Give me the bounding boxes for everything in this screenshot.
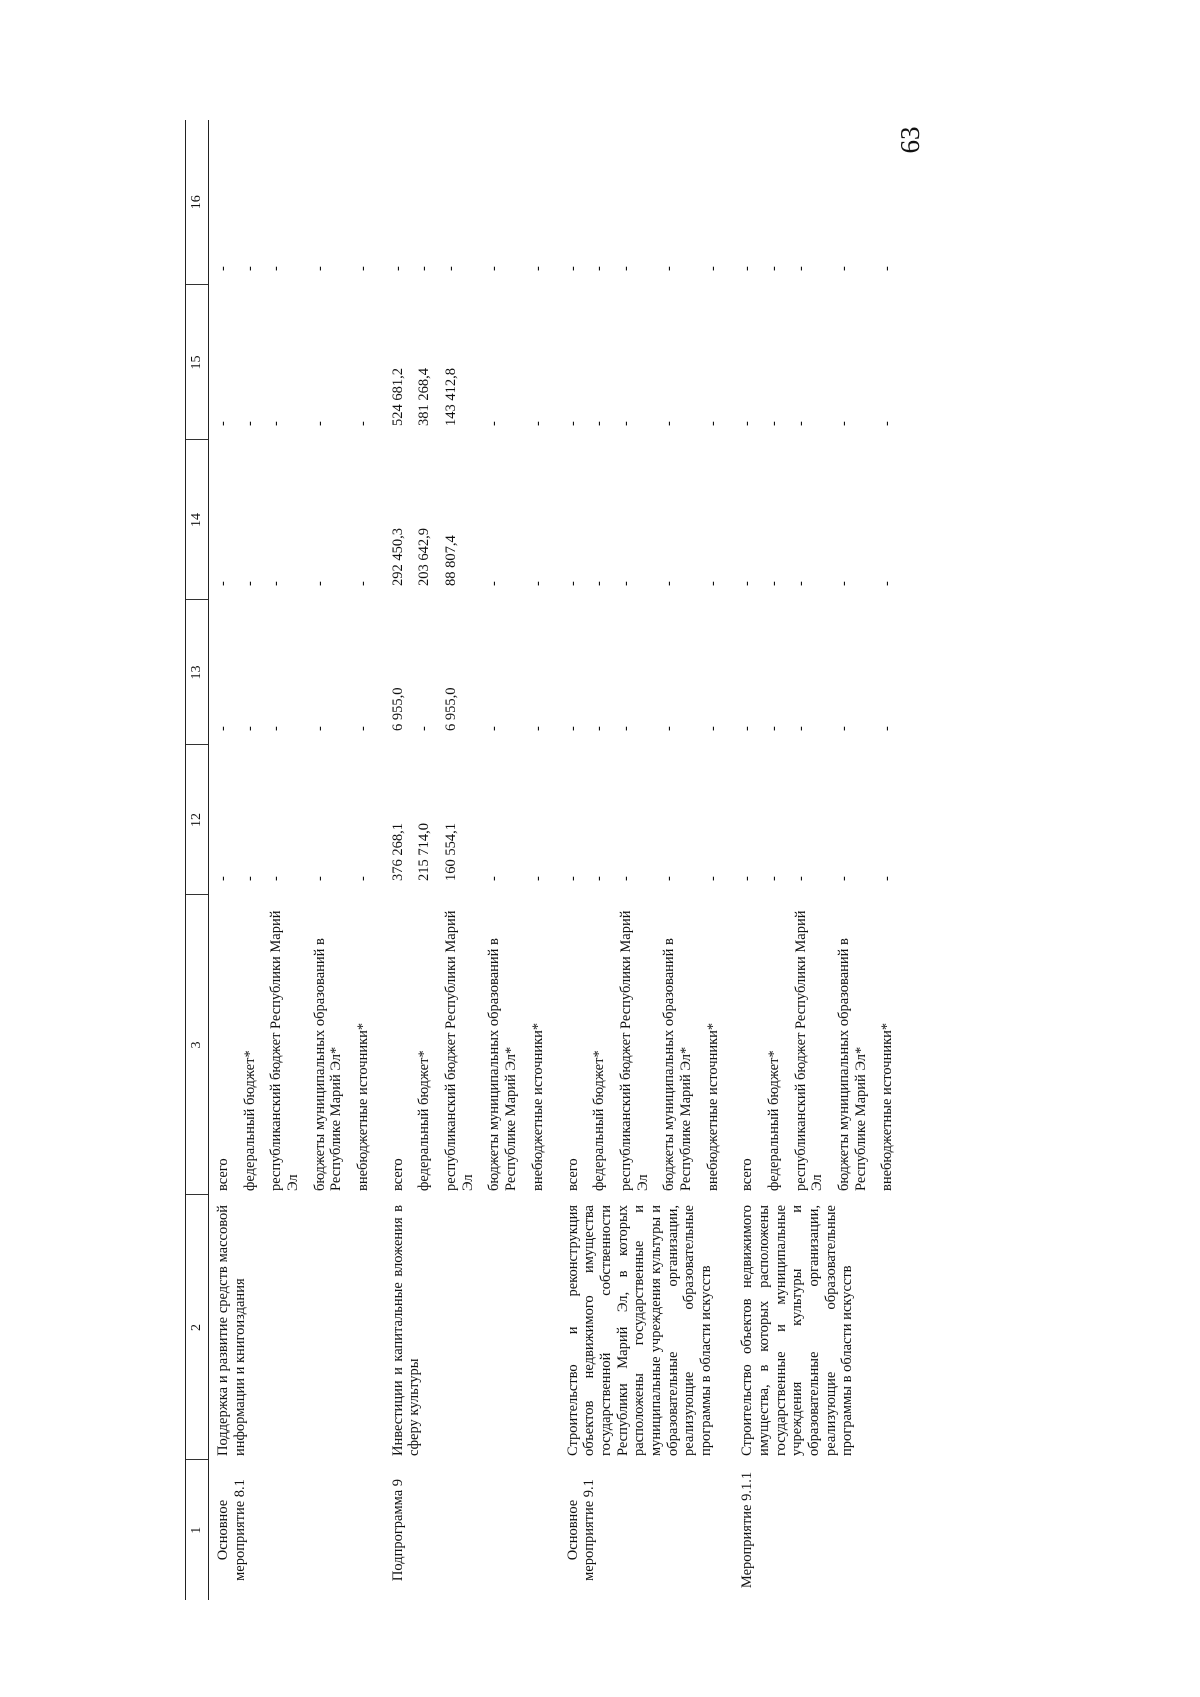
value-13: -	[564, 726, 581, 731]
value-14: -	[355, 581, 372, 586]
value-13: -	[591, 726, 608, 731]
value-16: -	[416, 266, 433, 271]
value-16: -	[792, 266, 809, 271]
funding-source: внебюджетные источники*	[704, 1022, 721, 1191]
value-15: -	[591, 421, 608, 426]
value-12: -	[215, 876, 232, 881]
value-12: 376 268,1	[389, 823, 406, 881]
value-13: -	[739, 726, 756, 731]
value-16: -	[765, 266, 782, 271]
item-code: Подпрограмма 9	[389, 1478, 406, 1582]
value-15: -	[879, 421, 896, 426]
value-13: -	[355, 726, 372, 731]
funding-source: бюджеты муниципальных образований в Республике Марий Эл*	[311, 938, 345, 1191]
value-16: -	[661, 266, 678, 271]
value-13: -	[311, 726, 328, 731]
value-16: -	[311, 266, 328, 271]
value-15: -	[792, 421, 809, 426]
value-13: 6 955,0	[389, 687, 406, 731]
value-12: -	[268, 876, 285, 881]
value-14: -	[241, 581, 258, 586]
value-12: -	[835, 876, 852, 881]
item-code: Мероприятие 9.1.1	[739, 1471, 756, 1589]
value-15: -	[215, 421, 232, 426]
value-13: -	[765, 726, 782, 731]
value-15: -	[268, 421, 285, 426]
value-13: -	[215, 726, 232, 731]
table-row	[209, 120, 232, 1600]
table-row	[547, 120, 582, 1600]
item-title: Строительство и реконструкция объектов недвижимого имущества государственной собственности Республики Марий Эл, в которых расположены государственные и муниципальные учреждения культуры и образовательные организации, реализующие образовательные программы в области искусств	[564, 1205, 714, 1456]
value-13: 6 955,0	[443, 687, 460, 731]
header-col-13: 13	[186, 600, 209, 745]
funding-source: внебюджетные источники*	[355, 1022, 372, 1191]
value-14: 88 807,4	[443, 535, 460, 586]
value-14: -	[564, 581, 581, 586]
funding-source: республиканский бюджет Республики Марий Эл	[792, 910, 826, 1191]
funding-source: внебюджетные источники*	[529, 1022, 546, 1191]
value-14: -	[879, 581, 896, 586]
value-16: -	[241, 266, 258, 271]
value-15: -	[739, 421, 756, 426]
header-col-16: 16	[186, 120, 209, 285]
value-13: -	[486, 726, 503, 731]
value-12: 160 554,1	[443, 823, 460, 881]
value-16: -	[564, 266, 581, 271]
funding-source: всего	[389, 1158, 406, 1191]
header-col-2: 2	[186, 1195, 209, 1460]
value-14: -	[215, 581, 232, 586]
value-14: -	[268, 581, 285, 586]
value-12: -	[355, 876, 372, 881]
value-14: -	[661, 581, 678, 586]
value-12: -	[591, 876, 608, 881]
value-14: -	[704, 581, 721, 586]
value-16: -	[591, 266, 608, 271]
header-col-12: 12	[186, 745, 209, 895]
funding-source: федеральный бюджет*	[765, 1050, 782, 1191]
value-15: -	[617, 421, 634, 426]
funding-source: бюджеты муниципальных образований в Республике Марий Эл*	[661, 938, 694, 1191]
value-13: -	[661, 726, 678, 731]
value-13: -	[416, 726, 433, 731]
table-body	[209, 120, 896, 1600]
table-header	[186, 120, 209, 1600]
value-15: 381 268,4	[416, 368, 433, 426]
funding-source: республиканский бюджет Республики Марий Эл	[617, 910, 651, 1191]
value-16: -	[704, 266, 721, 271]
value-13: -	[529, 726, 546, 731]
item-code: Основное мероприятие 9.1	[564, 1479, 598, 1581]
value-14: -	[765, 581, 782, 586]
value-12: -	[704, 876, 721, 881]
value-15: -	[311, 421, 328, 426]
funding-source: всего	[564, 1158, 581, 1191]
value-13: -	[835, 726, 852, 731]
table-row	[721, 120, 756, 1600]
header-col-1: 1	[186, 1460, 209, 1600]
value-16: -	[215, 266, 232, 271]
value-13: -	[617, 726, 634, 731]
value-15: -	[704, 421, 721, 426]
item-code: Основное мероприятие 8.1	[215, 1479, 248, 1581]
value-16: -	[835, 266, 852, 271]
value-15: -	[355, 421, 372, 426]
funding-source: всего	[739, 1158, 756, 1191]
value-14: -	[617, 581, 634, 586]
item-title: Поддержка и развитие средств массовой информации и книгоиздания	[215, 1205, 248, 1456]
funding-source: бюджеты муниципальных образований в Республике Марий Эл*	[835, 938, 869, 1191]
funding-source: федеральный бюджет*	[591, 1050, 608, 1191]
value-12: 215 714,0	[416, 823, 433, 881]
value-13: -	[268, 726, 285, 731]
funding-source: бюджеты муниципальных образований в Республике Марий Эл*	[486, 938, 520, 1191]
header-col-15: 15	[186, 285, 209, 440]
funding-source: всего	[215, 1158, 232, 1191]
value-13: -	[704, 726, 721, 731]
value-12: -	[879, 876, 896, 881]
value-15: 143 412,8	[443, 368, 460, 426]
value-16: -	[443, 266, 460, 271]
funding-source: республиканский бюджет Республики Марий Эл	[443, 910, 476, 1191]
value-14: -	[739, 581, 756, 586]
value-12: -	[765, 876, 782, 881]
value-14: -	[486, 581, 503, 586]
value-12: -	[529, 876, 546, 881]
funding-source: федеральный бюджет*	[416, 1050, 433, 1191]
value-16: -	[268, 266, 285, 271]
value-15: 524 681,2	[389, 368, 406, 426]
value-14: 203 642,9	[416, 528, 433, 586]
value-12: -	[311, 876, 328, 881]
value-16: -	[486, 266, 503, 271]
value-12: -	[564, 876, 581, 881]
item-title: Инвестиции и капитальные вложения в сферу культуры	[389, 1205, 423, 1456]
value-13: -	[792, 726, 809, 731]
value-16: -	[879, 266, 896, 271]
item-title: Строительство объектов недвижимого имущества, в которых расположены государственные и муниципальные учреждения культуры и образовательные организации, реализующие образовательные программы в области искусств	[739, 1205, 856, 1456]
value-15: -	[661, 421, 678, 426]
value-14: -	[529, 581, 546, 586]
value-12: -	[241, 876, 258, 881]
page-number-text: 63	[895, 126, 925, 154]
value-16: -	[739, 266, 756, 271]
value-15: -	[241, 421, 258, 426]
value-12: -	[792, 876, 809, 881]
value-16: -	[529, 266, 546, 271]
value-14: -	[311, 581, 328, 586]
value-12: -	[661, 876, 678, 881]
value-15: -	[835, 421, 852, 426]
value-14: 292 450,3	[389, 528, 406, 586]
value-14: -	[792, 581, 809, 586]
value-16: -	[355, 266, 372, 271]
value-14: -	[591, 581, 608, 586]
value-15: -	[486, 421, 503, 426]
table-row	[372, 120, 407, 1600]
value-12: -	[486, 876, 503, 881]
funding-table	[185, 120, 896, 1600]
value-15: -	[765, 421, 782, 426]
header-col-3: 3	[186, 895, 209, 1195]
funding-source: внебюджетные источники*	[879, 1022, 896, 1191]
header-col-14: 14	[186, 440, 209, 600]
value-16: -	[389, 266, 406, 271]
value-13: -	[879, 726, 896, 731]
value-15: -	[564, 421, 581, 426]
value-15: -	[529, 421, 546, 426]
value-12: -	[739, 876, 756, 881]
funding-source: федеральный бюджет*	[241, 1050, 258, 1191]
funding-source: республиканский бюджет Республики Марий Эл	[268, 910, 302, 1191]
rotated-table-container	[185, 120, 1085, 1600]
value-14: -	[835, 581, 852, 586]
value-13: -	[241, 726, 258, 731]
value-16: -	[617, 266, 634, 271]
value-12: -	[617, 876, 634, 881]
